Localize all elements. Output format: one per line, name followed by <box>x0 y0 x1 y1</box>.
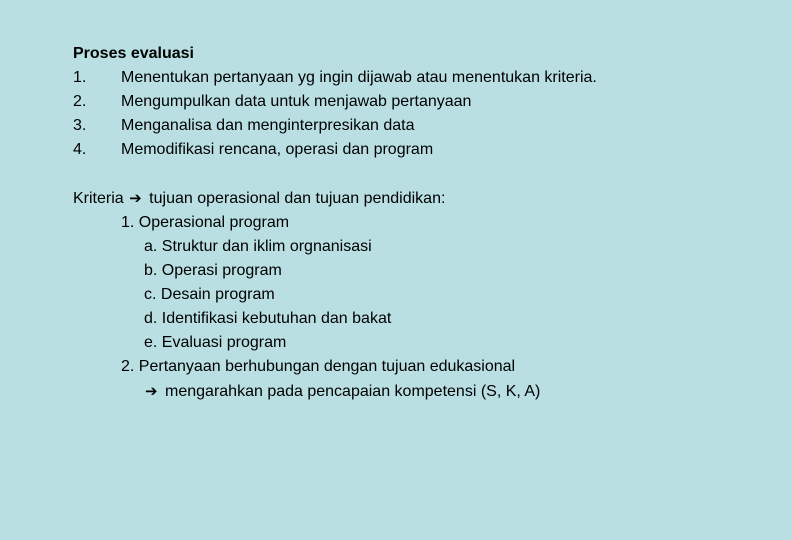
criteria-item-2: 2. Pertanyaan berhubungan dengan tujuan edukasional <box>121 358 516 375</box>
list-item <box>73 138 773 162</box>
criteria-subitem: e. Evaluasi program <box>144 334 287 351</box>
step-text: Menentukan pertanyaan yg ingin dijawab atau menentukan kriteria. <box>121 69 597 86</box>
list-item <box>73 66 773 90</box>
arrow-right-icon: ➔ <box>129 189 142 207</box>
list-item <box>73 114 773 138</box>
slide-content <box>73 42 773 404</box>
arrow-right-icon: ➔ <box>145 382 158 400</box>
step-text: Menganalisa dan menginterpresikan data <box>121 117 415 134</box>
list-item <box>73 90 773 114</box>
step-text: Mengumpulkan data untuk menjawab pertanyaan <box>121 93 472 110</box>
step-number: 4. <box>73 141 87 158</box>
criteria-item-2-detail-text: mengarahkan pada pencapaian kompetensi (S, K, A) <box>165 383 541 400</box>
criteria-subitem: b. Operasi program <box>144 262 282 279</box>
section-title: Proses evaluasi <box>73 45 194 62</box>
step-number: 3. <box>73 117 87 134</box>
criteria-subitem: a. Struktur dan iklim orgnanisasi <box>144 238 372 255</box>
spacer <box>73 162 773 186</box>
step-number: 2. <box>73 93 87 110</box>
criteria-lead-rest: tujuan operasional dan tujuan pendidikan: <box>149 190 446 207</box>
criteria-item-2-detail <box>73 379 773 404</box>
criteria-lead-word: Kriteria <box>73 190 124 207</box>
criteria-subitem: c. Desain program <box>144 286 275 303</box>
criteria-heading <box>73 186 773 211</box>
criteria-subitem: d. Identifikasi kebutuhan dan bakat <box>144 310 392 327</box>
criteria-item-1: 1. Operasional program <box>121 214 290 231</box>
steps-list <box>73 66 773 162</box>
step-text: Memodifikasi rencana, operasi dan program <box>121 141 434 158</box>
step-number: 1. <box>73 69 87 86</box>
